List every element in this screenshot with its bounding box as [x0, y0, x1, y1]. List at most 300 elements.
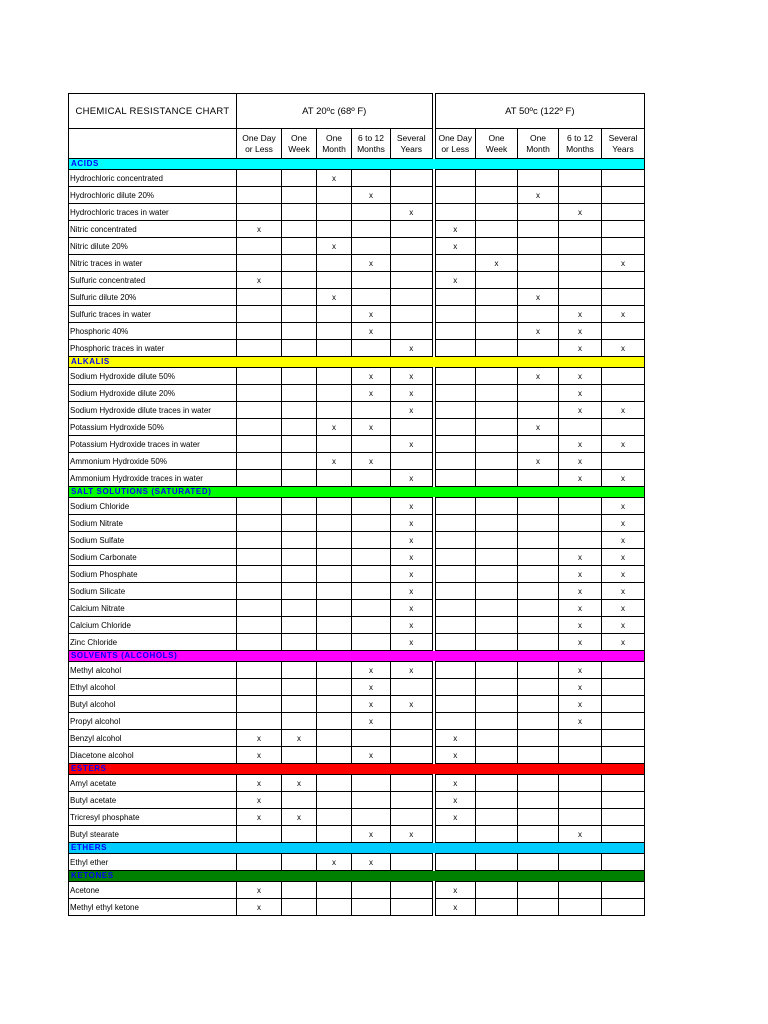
- resistance-mark: [476, 368, 518, 385]
- table-row: [69, 854, 645, 871]
- chemical-name: Amyl acetate: [69, 775, 237, 792]
- resistance-mark: [518, 882, 559, 899]
- resistance-mark: [476, 498, 518, 515]
- resistance-mark: [559, 532, 602, 549]
- resistance-mark: x: [352, 323, 391, 340]
- resistance-mark: [476, 289, 518, 306]
- resistance-mark: [602, 775, 645, 792]
- category-row: [69, 159, 645, 170]
- resistance-mark: x: [237, 809, 282, 826]
- resistance-mark: [476, 515, 518, 532]
- resistance-mark: [602, 272, 645, 289]
- resistance-mark: [602, 882, 645, 899]
- resistance-mark: x: [434, 792, 476, 809]
- resistance-mark: [317, 470, 352, 487]
- resistance-mark: [317, 566, 352, 583]
- resistance-mark: [237, 204, 282, 221]
- resistance-mark: x: [391, 583, 434, 600]
- resistance-mark: [282, 255, 317, 272]
- table-row: [69, 453, 645, 470]
- resistance-mark: [237, 289, 282, 306]
- resistance-mark: [518, 515, 559, 532]
- resistance-mark: [602, 323, 645, 340]
- column-header-50c-1: [476, 129, 518, 159]
- resistance-mark: [559, 747, 602, 764]
- column-header-row: [69, 129, 645, 159]
- resistance-mark: [317, 730, 352, 747]
- category-label: SOLVENTS (ALCOHOLS): [69, 651, 645, 662]
- chemical-name: Nitric concentrated: [69, 221, 237, 238]
- resistance-mark: [518, 255, 559, 272]
- resistance-mark: [317, 368, 352, 385]
- resistance-mark: x: [391, 402, 434, 419]
- resistance-mark: [237, 170, 282, 187]
- resistance-mark: x: [559, 713, 602, 730]
- resistance-mark: [518, 696, 559, 713]
- resistance-mark: [352, 515, 391, 532]
- resistance-mark: [352, 549, 391, 566]
- column-header-line: or Less: [441, 143, 470, 154]
- resistance-mark: [317, 713, 352, 730]
- column-header-line: One Day: [438, 132, 473, 143]
- resistance-mark: x: [352, 453, 391, 470]
- resistance-mark: x: [352, 854, 391, 871]
- resistance-mark: x: [391, 436, 434, 453]
- resistance-mark: [282, 204, 317, 221]
- resistance-mark: [518, 498, 559, 515]
- resistance-mark: [476, 340, 518, 357]
- category-label: ETHERS: [69, 843, 645, 854]
- chemical-name: Sulfuric concentrated: [69, 272, 237, 289]
- resistance-mark: [237, 323, 282, 340]
- resistance-mark: x: [317, 289, 352, 306]
- resistance-mark: [282, 272, 317, 289]
- resistance-mark: [391, 238, 434, 255]
- resistance-mark: [518, 272, 559, 289]
- resistance-mark: [602, 662, 645, 679]
- resistance-mark: x: [391, 385, 434, 402]
- resistance-mark: [317, 634, 352, 651]
- resistance-mark: [352, 775, 391, 792]
- resistance-mark: [237, 385, 282, 402]
- resistance-mark: [237, 498, 282, 515]
- resistance-mark: [317, 775, 352, 792]
- column-header-line: Week: [485, 143, 508, 154]
- resistance-mark: [391, 775, 434, 792]
- resistance-mark: [282, 436, 317, 453]
- resistance-mark: [317, 679, 352, 696]
- resistance-mark: [476, 306, 518, 323]
- chemical-name: Potassium Hydroxide 50%: [69, 419, 237, 436]
- column-header-line: 6 to 12: [358, 132, 384, 143]
- resistance-mark: [352, 204, 391, 221]
- resistance-mark: x: [602, 634, 645, 651]
- resistance-mark: x: [476, 255, 518, 272]
- resistance-mark: [352, 272, 391, 289]
- resistance-mark: [518, 713, 559, 730]
- resistance-mark: [476, 747, 518, 764]
- resistance-mark: [434, 600, 476, 617]
- resistance-mark: [391, 713, 434, 730]
- table-row: [69, 170, 645, 187]
- column-header-20c-2: [317, 129, 352, 159]
- resistance-mark: [282, 470, 317, 487]
- resistance-mark: [602, 453, 645, 470]
- resistance-mark: [518, 340, 559, 357]
- resistance-mark: [282, 617, 317, 634]
- table-row: [69, 899, 645, 916]
- resistance-mark: x: [391, 515, 434, 532]
- resistance-mark: [237, 549, 282, 566]
- resistance-mark: [559, 515, 602, 532]
- resistance-mark: x: [391, 600, 434, 617]
- resistance-mark: [391, 221, 434, 238]
- resistance-mark: [282, 662, 317, 679]
- resistance-mark: x: [352, 696, 391, 713]
- resistance-mark: [476, 453, 518, 470]
- resistance-mark: x: [602, 436, 645, 453]
- resistance-mark: [602, 713, 645, 730]
- table-row: [69, 515, 645, 532]
- resistance-mark: [559, 221, 602, 238]
- resistance-mark: [352, 498, 391, 515]
- resistance-mark: [559, 792, 602, 809]
- category-row: [69, 764, 645, 775]
- resistance-mark: [282, 170, 317, 187]
- resistance-mark: [476, 170, 518, 187]
- resistance-mark: x: [559, 204, 602, 221]
- resistance-mark: x: [352, 255, 391, 272]
- table-row: [69, 532, 645, 549]
- resistance-mark: [391, 306, 434, 323]
- chemical-name: Hydrochloric dilute 20%: [69, 187, 237, 204]
- column-header-line: Months: [566, 143, 594, 154]
- column-header-50c-3: [559, 129, 602, 159]
- resistance-mark: [317, 792, 352, 809]
- table-row: [69, 187, 645, 204]
- resistance-mark: [237, 662, 282, 679]
- resistance-mark: [317, 255, 352, 272]
- resistance-mark: [237, 340, 282, 357]
- resistance-mark: x: [391, 204, 434, 221]
- resistance-mark: [237, 306, 282, 323]
- resistance-mark: [391, 882, 434, 899]
- resistance-mark: [518, 566, 559, 583]
- chemical-name: Sodium Carbonate: [69, 549, 237, 566]
- resistance-mark: [237, 854, 282, 871]
- resistance-mark: [434, 368, 476, 385]
- resistance-mark: [282, 368, 317, 385]
- resistance-mark: [476, 238, 518, 255]
- resistance-mark: [282, 402, 317, 419]
- resistance-mark: x: [559, 600, 602, 617]
- resistance-mark: [602, 696, 645, 713]
- resistance-mark: x: [518, 453, 559, 470]
- resistance-mark: [237, 453, 282, 470]
- resistance-mark: [518, 600, 559, 617]
- resistance-mark: [317, 221, 352, 238]
- resistance-mark: [391, 289, 434, 306]
- resistance-mark: [317, 436, 352, 453]
- column-header-line: Month: [322, 143, 346, 154]
- resistance-mark: [317, 515, 352, 532]
- column-header-line: Week: [288, 143, 310, 154]
- resistance-mark: x: [434, 238, 476, 255]
- resistance-mark: [518, 170, 559, 187]
- resistance-mark: [434, 204, 476, 221]
- resistance-mark: x: [602, 340, 645, 357]
- resistance-mark: [602, 238, 645, 255]
- resistance-mark: x: [434, 221, 476, 238]
- resistance-mark: x: [602, 549, 645, 566]
- resistance-mark: [476, 470, 518, 487]
- resistance-mark: x: [559, 662, 602, 679]
- resistance-mark: [476, 809, 518, 826]
- resistance-mark: x: [559, 306, 602, 323]
- resistance-mark: [237, 187, 282, 204]
- table-row: [69, 600, 645, 617]
- resistance-mark: [602, 747, 645, 764]
- category-row: [69, 651, 645, 662]
- resistance-mark: [282, 238, 317, 255]
- chemical-name: Hydrochloric concentrated: [69, 170, 237, 187]
- resistance-mark: [352, 532, 391, 549]
- resistance-mark: x: [391, 340, 434, 357]
- resistance-mark: [602, 170, 645, 187]
- resistance-mark: x: [559, 634, 602, 651]
- chemical-name: Acetone: [69, 882, 237, 899]
- table-row: [69, 549, 645, 566]
- chemical-name: Butyl alcohol: [69, 696, 237, 713]
- resistance-mark: x: [237, 775, 282, 792]
- resistance-mark: x: [317, 453, 352, 470]
- resistance-mark: [237, 696, 282, 713]
- resistance-mark: x: [602, 617, 645, 634]
- resistance-mark: [317, 549, 352, 566]
- resistance-mark: x: [317, 854, 352, 871]
- resistance-mark: [352, 792, 391, 809]
- resistance-mark: [391, 730, 434, 747]
- resistance-mark: [317, 809, 352, 826]
- resistance-mark: [518, 826, 559, 843]
- table-row: [69, 809, 645, 826]
- resistance-mark: [518, 747, 559, 764]
- resistance-mark: [476, 730, 518, 747]
- column-header-20c-4: [391, 129, 434, 159]
- table-row: [69, 323, 645, 340]
- resistance-mark: x: [559, 340, 602, 357]
- resistance-mark: [518, 204, 559, 221]
- resistance-mark: [602, 679, 645, 696]
- resistance-mark: x: [391, 566, 434, 583]
- resistance-mark: [282, 289, 317, 306]
- resistance-mark: [602, 368, 645, 385]
- resistance-mark: [476, 419, 518, 436]
- resistance-mark: x: [559, 679, 602, 696]
- table-row: [69, 498, 645, 515]
- resistance-mark: x: [282, 730, 317, 747]
- resistance-mark: [602, 419, 645, 436]
- resistance-mark: [237, 436, 282, 453]
- resistance-mark: x: [352, 306, 391, 323]
- resistance-mark: [282, 696, 317, 713]
- resistance-mark: [317, 323, 352, 340]
- resistance-mark: [518, 549, 559, 566]
- resistance-mark: x: [352, 679, 391, 696]
- chart-title: CHEMICAL RESISTANCE CHART: [69, 94, 237, 129]
- resistance-mark: x: [352, 368, 391, 385]
- column-header-line: One Day: [242, 132, 276, 143]
- resistance-mark: [352, 583, 391, 600]
- table-row: [69, 289, 645, 306]
- resistance-mark: x: [391, 634, 434, 651]
- resistance-mark: [391, 809, 434, 826]
- resistance-mark: [391, 899, 434, 916]
- resistance-mark: [317, 272, 352, 289]
- chemical-name: Sulfuric dilute 20%: [69, 289, 237, 306]
- resistance-mark: [476, 617, 518, 634]
- resistance-mark: [476, 882, 518, 899]
- chemical-name: Nitric dilute 20%: [69, 238, 237, 255]
- column-header-line: One: [488, 132, 505, 143]
- resistance-mark: [352, 600, 391, 617]
- table-row: [69, 566, 645, 583]
- chemical-name: Sulfuric traces in water: [69, 306, 237, 323]
- chemical-name: Ammonium Hydroxide 50%: [69, 453, 237, 470]
- resistance-mark: [434, 402, 476, 419]
- chemical-name: Hydrochloric traces in water: [69, 204, 237, 221]
- resistance-mark: [559, 899, 602, 916]
- resistance-mark: x: [559, 826, 602, 843]
- resistance-mark: [237, 679, 282, 696]
- resistance-mark: [602, 809, 645, 826]
- resistance-mark: [237, 600, 282, 617]
- resistance-mark: x: [391, 549, 434, 566]
- resistance-mark: [476, 532, 518, 549]
- resistance-mark: x: [602, 600, 645, 617]
- resistance-mark: x: [434, 747, 476, 764]
- chemical-name: Butyl stearate: [69, 826, 237, 843]
- resistance-mark: [352, 566, 391, 583]
- chemical-name: Tricresyl phosphate: [69, 809, 237, 826]
- column-header-line: 6 to 12: [567, 132, 593, 143]
- resistance-mark: [282, 453, 317, 470]
- resistance-mark: x: [391, 617, 434, 634]
- resistance-mark: [434, 470, 476, 487]
- resistance-mark: [434, 696, 476, 713]
- table-row: [69, 583, 645, 600]
- resistance-mark: x: [602, 583, 645, 600]
- chemical-name: Sodium Nitrate: [69, 515, 237, 532]
- resistance-mark: [282, 549, 317, 566]
- resistance-mark: [434, 634, 476, 651]
- resistance-mark: [391, 854, 434, 871]
- column-header-50c-2: [518, 129, 559, 159]
- resistance-mark: [391, 747, 434, 764]
- resistance-mark: [317, 385, 352, 402]
- resistance-mark: [434, 170, 476, 187]
- column-header-line: One: [529, 132, 547, 143]
- resistance-mark: x: [518, 368, 559, 385]
- resistance-mark: [476, 713, 518, 730]
- resistance-mark: [559, 289, 602, 306]
- resistance-mark: [476, 792, 518, 809]
- resistance-mark: [391, 323, 434, 340]
- resistance-mark: x: [559, 436, 602, 453]
- resistance-mark: [518, 583, 559, 600]
- chemical-name: Potassium Hydroxide traces in water: [69, 436, 237, 453]
- resistance-mark: x: [282, 809, 317, 826]
- resistance-mark: [434, 306, 476, 323]
- resistance-mark: [518, 402, 559, 419]
- resistance-mark: [282, 854, 317, 871]
- resistance-mark: [476, 600, 518, 617]
- resistance-mark: [476, 679, 518, 696]
- resistance-mark: x: [391, 498, 434, 515]
- table-row: [69, 436, 645, 453]
- table-row: [69, 792, 645, 809]
- resistance-mark: [434, 583, 476, 600]
- resistance-mark: [518, 306, 559, 323]
- chemical-name: Sodium Hydroxide dilute 50%: [69, 368, 237, 385]
- resistance-mark: x: [602, 498, 645, 515]
- table-row: [69, 617, 645, 634]
- title-row: [69, 94, 645, 129]
- resistance-mark: [282, 713, 317, 730]
- table-row: [69, 713, 645, 730]
- resistance-mark: [352, 238, 391, 255]
- resistance-mark: x: [602, 532, 645, 549]
- resistance-mark: [518, 221, 559, 238]
- table-row: [69, 634, 645, 651]
- resistance-mark: x: [237, 747, 282, 764]
- resistance-mark: x: [352, 662, 391, 679]
- resistance-mark: [559, 730, 602, 747]
- resistance-mark: x: [559, 617, 602, 634]
- resistance-mark: x: [282, 775, 317, 792]
- resistance-mark: [352, 289, 391, 306]
- table-row: [69, 679, 645, 696]
- table-row: [69, 368, 645, 385]
- column-header-line: One: [290, 132, 308, 143]
- resistance-mark: [476, 272, 518, 289]
- table-row: [69, 204, 645, 221]
- chemical-name: Butyl acetate: [69, 792, 237, 809]
- resistance-mark: [237, 470, 282, 487]
- resistance-mark: [282, 419, 317, 436]
- resistance-mark: [352, 899, 391, 916]
- resistance-mark: x: [237, 792, 282, 809]
- chemical-name: Sodium Sulfate: [69, 532, 237, 549]
- chemical-name: Sodium Phosphate: [69, 566, 237, 583]
- resistance-mark: [476, 696, 518, 713]
- resistance-mark: [317, 662, 352, 679]
- group-header-50c: AT 50ºc (122º F): [434, 94, 645, 129]
- chemical-name: Nitric traces in water: [69, 255, 237, 272]
- resistance-mark: [237, 583, 282, 600]
- resistance-mark: [434, 566, 476, 583]
- column-header-line: Years: [400, 143, 422, 154]
- resistance-mark: x: [559, 566, 602, 583]
- resistance-mark: [518, 899, 559, 916]
- resistance-mark: [434, 255, 476, 272]
- resistance-mark: [352, 634, 391, 651]
- resistance-mark: x: [237, 882, 282, 899]
- resistance-mark: [559, 238, 602, 255]
- resistance-mark: [559, 272, 602, 289]
- resistance-mark: [476, 826, 518, 843]
- table-row: [69, 730, 645, 747]
